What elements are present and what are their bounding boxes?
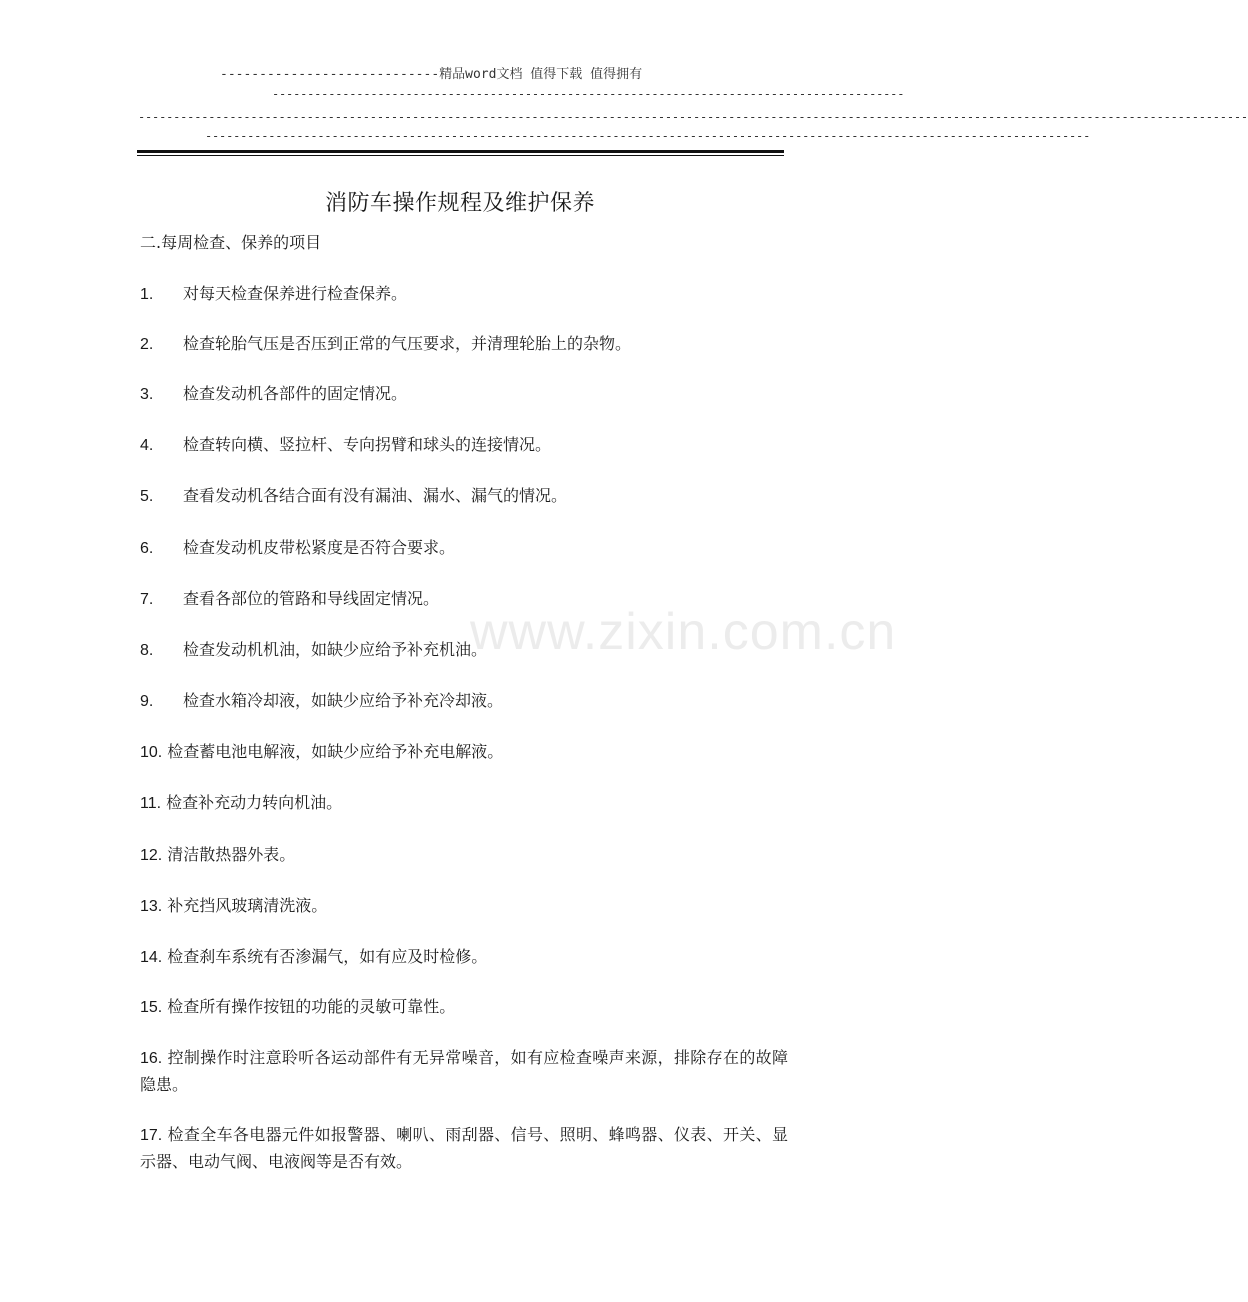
item-number: 11. [140, 795, 162, 812]
item-text: 检查发动机皮带松紧度是否符合要求。 [183, 538, 456, 557]
item-text: 检查发动机机油，如缺少应给予补充机油。 [183, 640, 488, 659]
item-number: 16. [140, 1050, 163, 1067]
checklist-item [140, 1045, 788, 1098]
watermark: www.zixin.com.cn [470, 603, 897, 661]
header-dash-line: ------------------------------------------------------------------------------------------ [272, 87, 905, 101]
checklist-item [140, 893, 788, 920]
item-number: 5. [140, 488, 154, 505]
item-text: 检查转向横、竖拉杆、专向拐臂和球头的连接情况。 [183, 435, 552, 454]
item-text: 对每天检查保养进行检查保养。 [183, 284, 408, 303]
header-rule-thick [137, 150, 784, 153]
item-number: 9. [140, 693, 154, 710]
header-dash-line: ------------------------------------------------------------------------------------------------------------------------------ [205, 129, 1091, 143]
item-text: 补充挡风玻璃清洗液。 [167, 896, 328, 915]
item-text: 检查全车各电器元件如报警器、喇叭、雨刮器、信号、照明、蜂鸣器、仪表、开关、显示器、电动气阀、电液阀等是否有效。 [140, 1125, 788, 1171]
header-rule-thin [137, 155, 784, 156]
item-number: 10. [140, 744, 163, 761]
checklist-item [140, 535, 788, 562]
checklist-item [140, 1122, 788, 1175]
document-title: 消防车操作规程及维护保养 [324, 191, 595, 216]
header-dash-line: -------------------------------------------------------------------------------------------------------------------------------------------------------------- [138, 110, 1248, 124]
checklist-item [140, 483, 788, 510]
item-number: 14. [140, 949, 163, 966]
checklist-item [140, 381, 788, 408]
item-number: 2. [140, 336, 154, 353]
item-text: 检查所有操作按钮的功能的灵敏可靠性。 [167, 997, 456, 1016]
item-number: 12. [140, 847, 163, 864]
item-number: 7. [140, 591, 154, 608]
item-number: 13. [140, 898, 163, 915]
checklist-item [140, 944, 788, 971]
section-heading: 二.每周检查、保养的项目 [140, 233, 322, 252]
header-banner-line: ----------------------------精品word文档 值得下载 值得拥有 [220, 67, 643, 82]
checklist-item [140, 994, 788, 1021]
checklist-item [140, 790, 788, 817]
item-text: 控制操作时注意聆听各运动部件有无异常噪音，如有应检查噪声来源，排除存在的故障隐患。 [140, 1048, 788, 1094]
checklist-item [140, 688, 788, 715]
checklist-item [140, 842, 788, 869]
checklist-item [140, 739, 788, 766]
item-text: 查看发动机各结合面有没有漏油、漏水、漏气的情况。 [183, 486, 568, 505]
item-text: 查看各部位的管路和导线固定情况。 [183, 589, 440, 608]
item-text: 检查水箱冷却液，如缺少应给予补充冷却液。 [183, 691, 504, 710]
item-text: 清洁散热器外表。 [167, 845, 296, 864]
checklist-item [140, 281, 788, 308]
item-number: 4. [140, 437, 154, 454]
item-text: 检查发动机各部件的固定情况。 [183, 384, 408, 403]
item-text: 检查轮胎气压是否压到正常的气压要求，并清理轮胎上的杂物。 [183, 334, 632, 353]
checklist-item [140, 331, 788, 358]
item-number: 15. [140, 999, 163, 1016]
item-number: 17. [140, 1127, 163, 1144]
item-number: 8. [140, 642, 154, 659]
item-text: 检查补充动力转向机油。 [166, 793, 343, 812]
item-text: 检查刹车系统有否渗漏气，如有应及时检修。 [167, 947, 488, 966]
checklist-item [140, 432, 788, 459]
item-number: 6. [140, 540, 154, 557]
item-text: 检查蓄电池电解液，如缺少应给予补充电解液。 [167, 742, 504, 761]
item-number: 1. [140, 286, 154, 303]
item-number: 3. [140, 386, 154, 403]
